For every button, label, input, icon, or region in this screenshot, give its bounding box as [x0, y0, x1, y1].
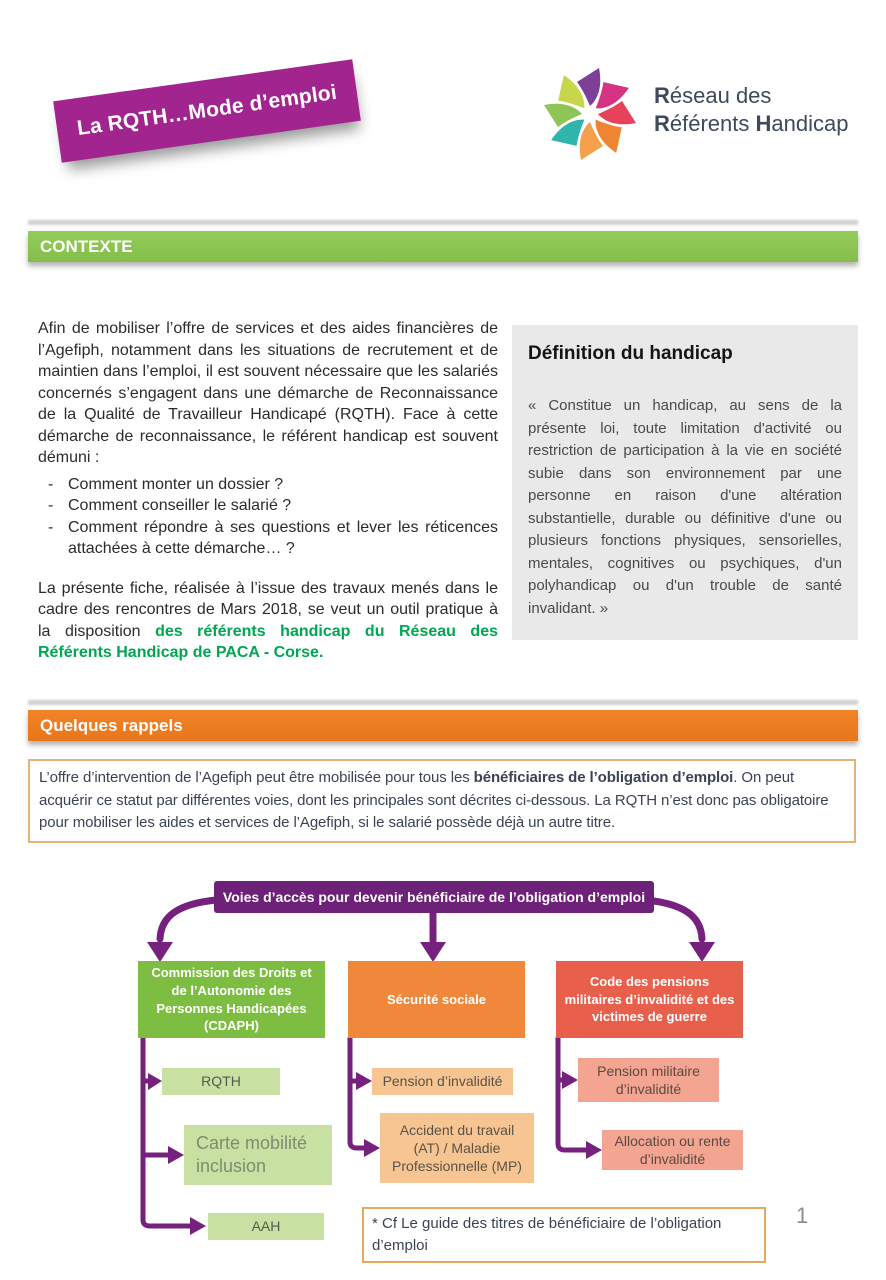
flowchart-item-carte-mobilite: Carte mobilité inclusion: [184, 1125, 332, 1185]
contexte-title: CONTEXTE: [40, 237, 133, 256]
bullet-dash: -: [48, 518, 54, 536]
footnote-box: * Cf Le guide des titres de bénéficiaire de l’obligation d’emploi: [362, 1207, 766, 1263]
flowchart-item-pension-invalidite: Pension d’invalidité: [372, 1068, 513, 1095]
contexte-bullet-list: [38, 474, 498, 560]
section-header-contexte: [28, 231, 858, 262]
flowchart-item-accident-travail: Accident du travail (AT) / Maladie Professionnelle (MP): [380, 1113, 534, 1183]
contexte-paragraph-2: La présente fiche, réalisée à l’issue des travaux menés dans le cadre des rencontres de Mars 2018, se veut un outil pratique à la disposition des référents handicap du Réseau des Référents Handicap de PACA - Corse.: [38, 579, 498, 661]
pinwheel-logo-icon: [538, 60, 642, 164]
definition-quote: « Constitue un handicap, au sens de la présente loi, toute limitation d'activité ou restriction de participation à la vie en société subie dans son environnement par une personne en raison d'une altération substantielle, durable ou définitive d'une ou plusieurs fonctions physiques, sensorielles, mentales, cognitives ou psychiques, d'un polyhandicap ou d'un trouble de santé invalidant. »: [528, 397, 842, 617]
flowchart-column-securite-sociale: Sécurité sociale: [348, 961, 525, 1038]
rappels-title: Quelques rappels: [40, 716, 183, 735]
page-title: La RQTH…Mode d’emploi: [75, 80, 339, 141]
flowchart-header: Voies d’accès pour devenir bénéficiaire de l’obligation d’emploi: [214, 881, 654, 913]
bold-text: bénéficiaires de l’obligation d’emploi: [473, 769, 734, 786]
contexte-bar-shadow: [28, 220, 858, 225]
logo-line-1: Réseau des: [654, 83, 772, 108]
contexte-body: [38, 318, 498, 664]
list-item: - Comment répondre à ses questions et lever les réticences attachées à cette démarche… ?: [38, 517, 498, 560]
section-header-rappels: [28, 710, 858, 741]
network-logo: [538, 60, 848, 164]
page-number: 1: [796, 1203, 809, 1228]
list-item: - Comment conseiller le salarié ?: [38, 495, 498, 517]
flowchart-item-rqth: RQTH: [162, 1068, 280, 1095]
flowchart-item-aah: AAH: [208, 1213, 324, 1240]
highlighted-text: des référents handicap du Réseau des Référents Handicap de PACA - Corse.: [38, 622, 498, 661]
logo-wordmark: [654, 82, 848, 137]
definition-box: [512, 325, 858, 640]
bullet-dash: -: [48, 497, 54, 514]
logo-line-2: Référents Handicap: [654, 110, 849, 136]
rappels-bar-shadow: [28, 700, 858, 705]
bullet-dash: -: [48, 475, 54, 493]
contexte-paragraph-1: Afin de mobiliser l’offre de services et des aides financières de l’Agefiph, notamment dans les situations de recrutement et de maintien dans l’emploi, il est souvent nécessaire que les salariés concernés s’engagent dans une démarche de Reconnaissance de la Qualité de Travailleur Handicapé (RQTH). Face à cette démarche de reconnaissance, le référent handicap est souvent démuni :: [38, 320, 498, 466]
flowchart-item-pension-militaire: Pension militaire d’invalidité: [578, 1058, 719, 1102]
list-item: - Comment monter un dossier ?: [38, 474, 498, 496]
flowchart-item-allocation-rente: Allocation ou rente d’invalidité: [602, 1130, 743, 1170]
flowchart-column-pensions-militaires: Code des pensions militaires d’invalidité et des victimes de guerre: [556, 961, 743, 1038]
definition-title: Définition du handicap: [528, 343, 733, 364]
flowchart: [0, 875, 886, 1260]
flowchart-column-cdaph: Commission des Droits et de l’Autonomie des Personnes Handicapées (CDAPH): [138, 961, 325, 1038]
title-banner: [53, 59, 361, 162]
rappels-intro-box: L’offre d’intervention de l’Agefiph peut être mobilisée pour tous les bénéficiaires de l’obligation d’emploi. On peut acquérir ce statut par différentes voies, dont les principales sont décrites ci-dessous. La RQTH n’est donc pas obligatoire pour mobiliser les aides et services de l’Agefiph, si le salarié possède déjà un autre titre.: [28, 759, 856, 843]
